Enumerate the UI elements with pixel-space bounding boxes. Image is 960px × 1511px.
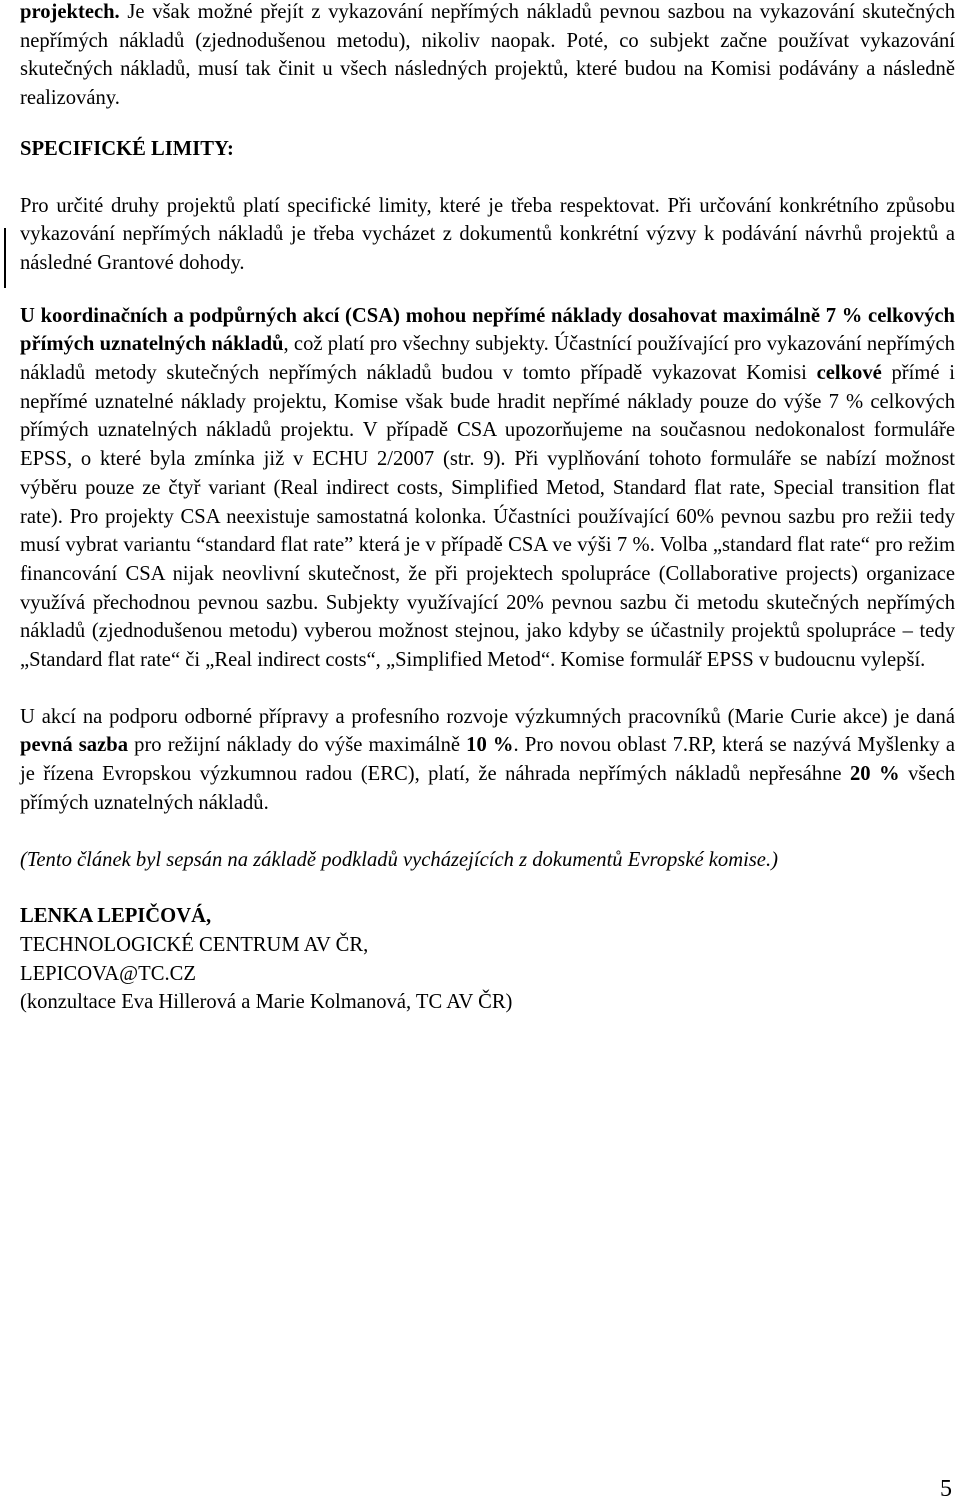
limits-text: Pro určité druhy projektů platí specifické limity, které je třeba respektovat. Při určování konkrétního způsobu vykazování nepřímých nákladů je třeba vycházet z dokumentů konkrétní výzvy k podávání návrhů projektů a následné Grantové dohody. (20, 194, 955, 274)
limits-paragraph (20, 192, 955, 278)
intro-paragraph (20, 0, 955, 113)
mc-bold-10pct: 10 % (466, 734, 514, 757)
csa-text-2: přímé i nepřímé uznatelné náklady projektu, Komise však bude hradit nepřímé náklady pouze do výše 7 % celkových přímých uznatelných nákladů projektu. V případě CSA upozorňujeme na současnou nedokonalost formuláře EPSS, o které byla zmínka již v ECHU 2/2007 (str. 9). Při vyplňování tohoto formuláře se nabízí možnost výběru pouze ze čtyř variant (Real indirect costs, Simplified Metod, Standard flat rate, Special transition flat rate). Pro projekty CSA neexistuje samostatná kolonka. Účastníci používající 60% pevnou sazbu pro režii tedy musí vybrat variantu “standard flat rate” která je v případě CSA ve výši 7 %. Volba „standard flat rate“ pro režim financování CSA nijak neovlivní skutečnost, že při projektech spolupráce (Collaborative projects) organizace využívá přechodnou pevnou sazbu. Subjekty využívající 20% pevnou sazbu či metodu skutečných nepřímých nákladů (zjednodušenou metodu) vyberou možnost stejnou, jako kdyby se účastnily projektů spolupráce – tedy „Standard flat rate“ či „Real indirect costs“, „Simplified Metod“. Komise formulář EPSS v budoucnu vylepší. (20, 362, 955, 672)
source-note: (Tento článek byl sepsán na základě podkladů vycházejících z dokumentů Evropské komise.) (20, 848, 778, 871)
mc-text-4: všech přímých uznatelných nákladů. (20, 763, 956, 814)
author-name: LENKA LEPIČOVÁ, (20, 905, 212, 928)
signature-block (20, 902, 955, 1017)
csa-paragraph (20, 302, 955, 675)
revision-change-bar (4, 228, 6, 288)
page-number: 5 (940, 1476, 952, 1502)
document-page (20, 0, 955, 1017)
csa-text-1: , což platí pro všechny subjekty. Účastnící používající pro vykazování nepřímých nákladů metody skutečných nepřímých nákladů budou v tomto případě vykazovat Komisi (20, 333, 955, 385)
csa-bold-celkove: celkové (816, 362, 882, 385)
marie-curie-paragraph (20, 703, 955, 818)
mc-text-3: . Pro novou oblast 7.RP, která se nazývá Myšlenky a je řízena Evropskou výzkumnou radou (ERC), platí, že náhrada nepřímých nákladů nepřesáhne (20, 734, 955, 786)
consultation-note: (konzultace Eva Hillerová a Marie Kolmanová, TC AV ČR) (20, 991, 513, 1014)
mc-text-1: U akcí na podporu odborné přípravy a profesního rozvoje výzkumných pracovníků (Marie Curie akce) je daná (20, 705, 955, 728)
author-email: LEPICOVA@TC.CZ (20, 962, 196, 985)
intro-lead-bold: projektech. (20, 1, 120, 23)
author-organization: TECHNOLOGICKÉ CENTRUM AV ČR, (20, 933, 369, 956)
intro-text: Je však možné přejít z vykazování nepřímých nákladů pevnou sazbou na vykazování skutečných nepřímých nákladů (zjednodušenou metodu), nikoliv naopak. Poté, co subjekt začne používat vykazování skutečných nákladů, musí tak činit u všech následných projektů, které budou na Komisi podávány a následně realizovány. (20, 1, 955, 110)
section-heading: SPECIFICKÉ LIMITY: (20, 137, 234, 160)
mc-bold-pevna-sazba: pevná sazba (20, 734, 128, 757)
mc-bold-20pct: 20 % (850, 763, 900, 786)
csa-bold-lead: U koordinačních a podpůrných akcí (CSA) mohou nepřímé náklady dosahovat maximálně 7 % celkových přímých uznatelných nákladů (20, 304, 955, 356)
mc-text-2: pro režijní náklady do výše maximálně (128, 734, 467, 757)
